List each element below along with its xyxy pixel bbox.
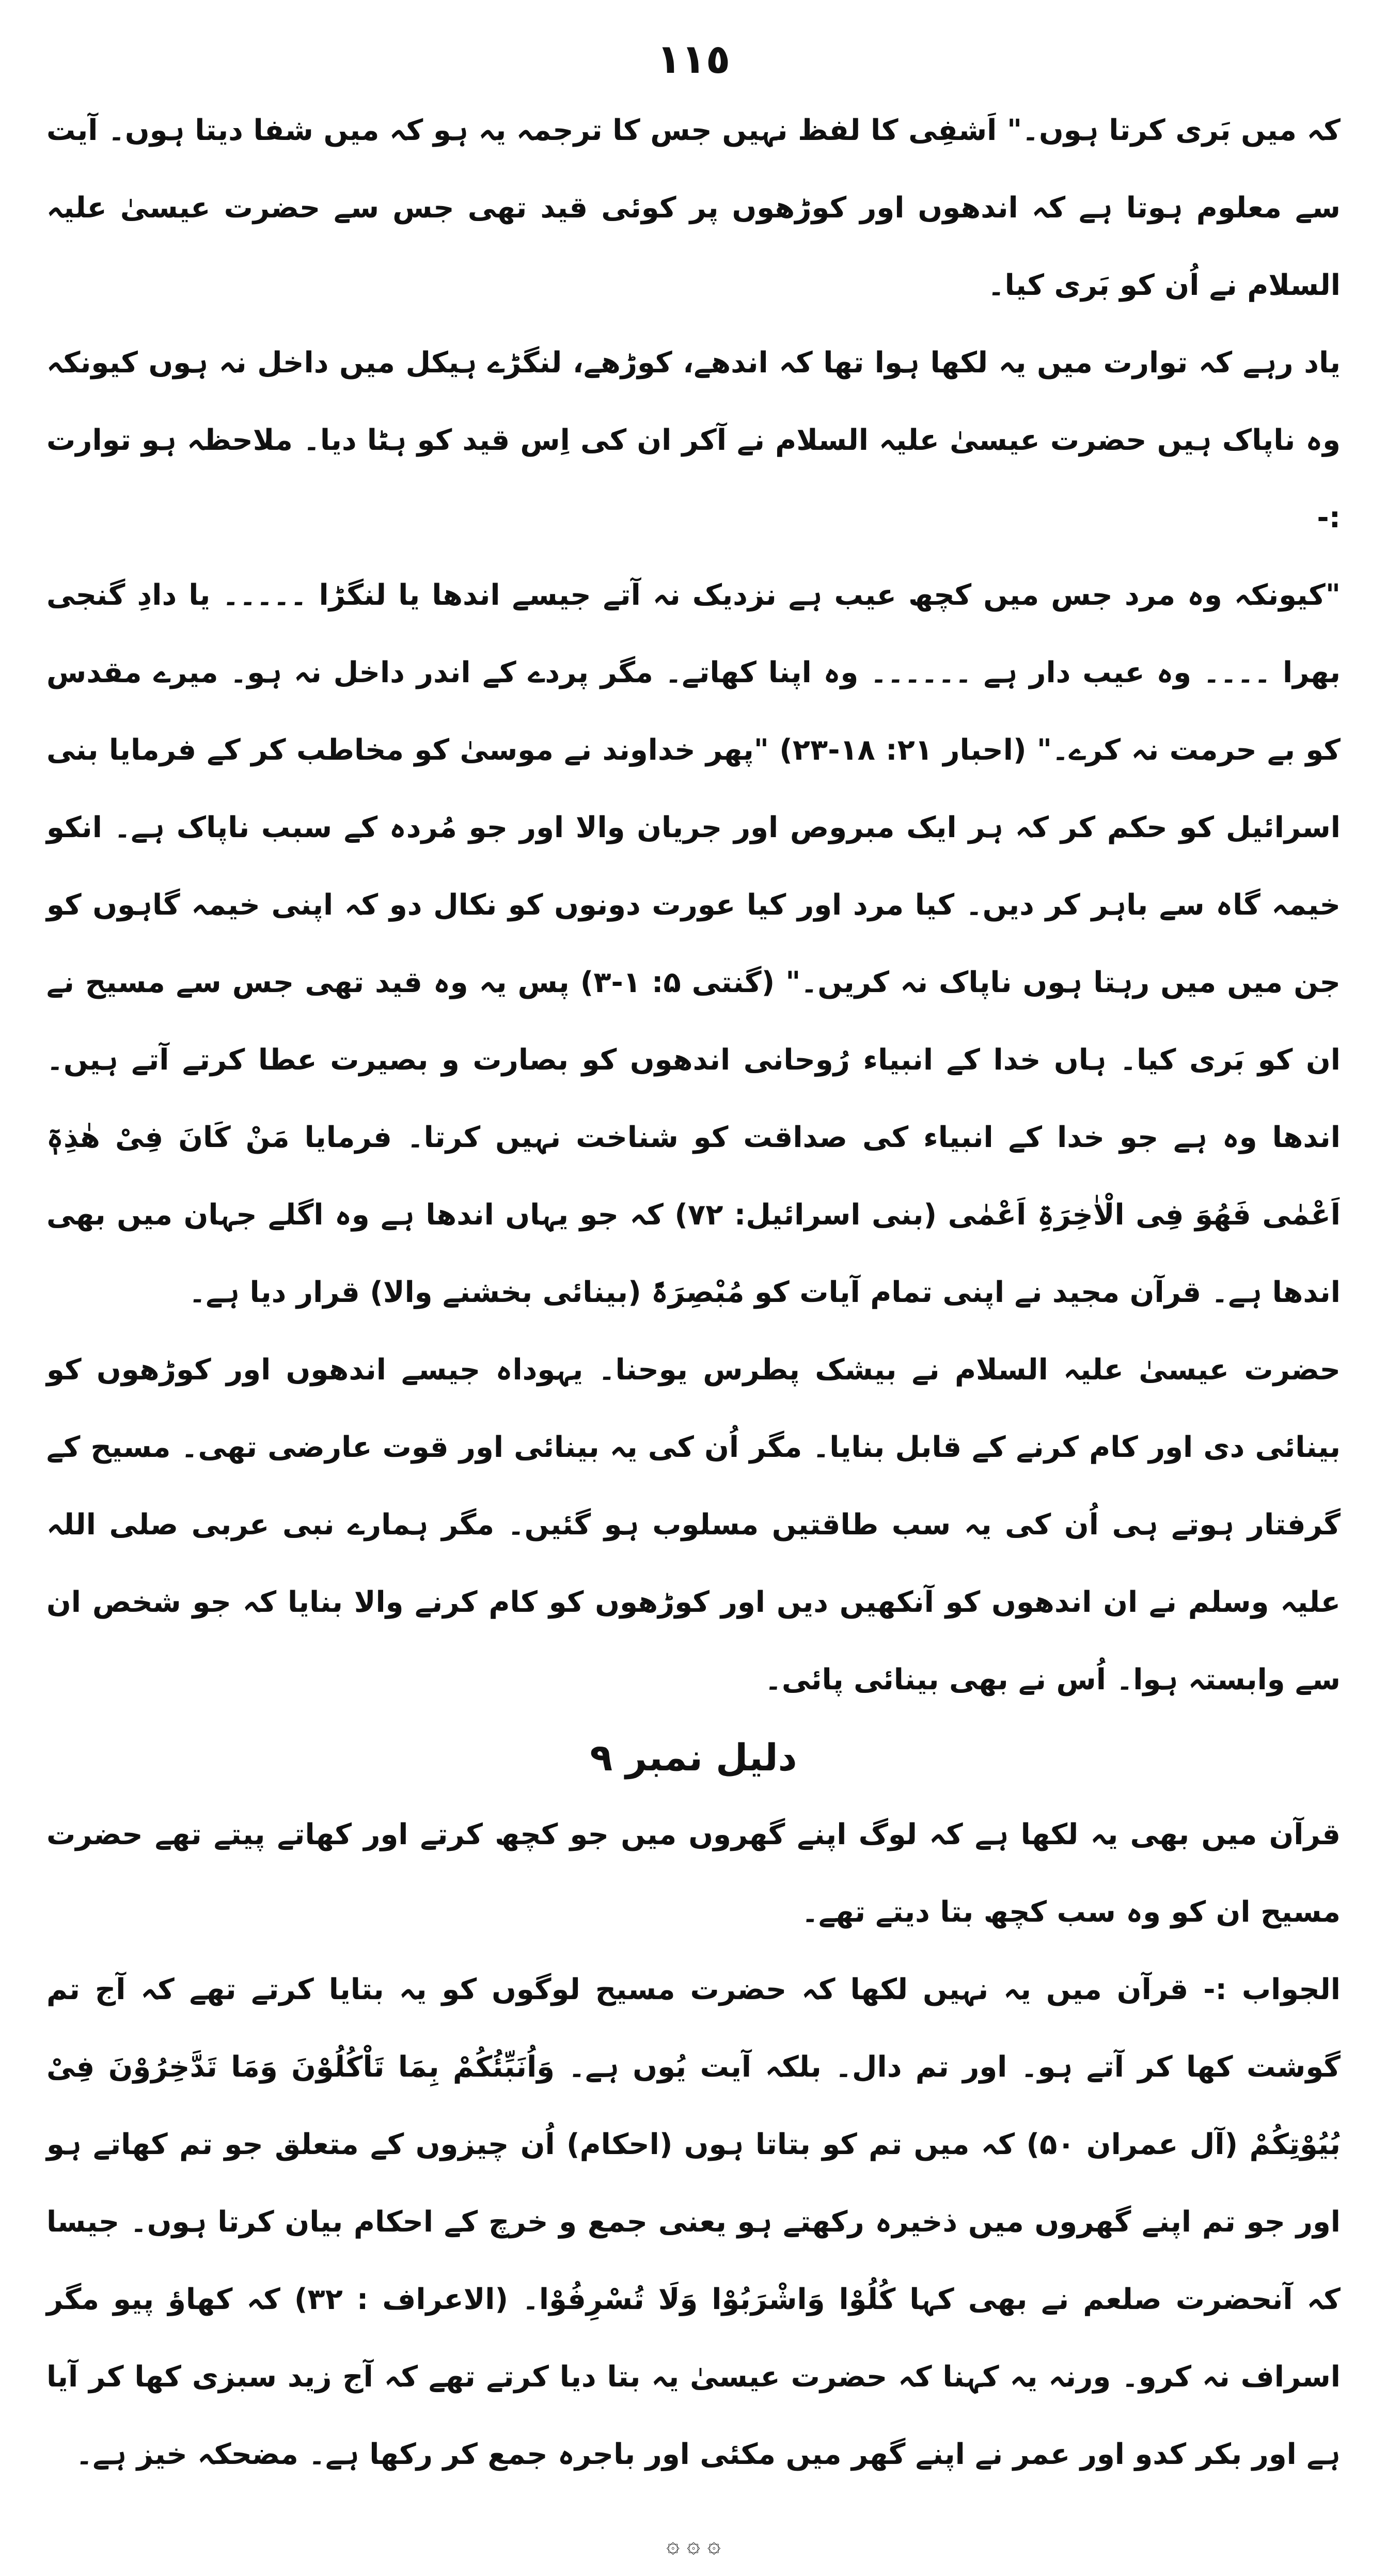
section-heading: دلیل نمبر ۹: [590, 1736, 797, 1779]
paragraph-torah-quote: "کیونکہ وہ مرد جس میں کچھ عیب ہے نزدیک نہ آتے جیسے اندھا یا لنگڑا ۔۔۔۔۔ یا دادِ گنجی بھرا ۔۔۔۔ وہ عیب دار ہے ۔۔۔۔۔۔ وہ اپنا کھاتے۔ مگر پردے کے اندر داخل نہ ہو۔ میرے مقدس کو بے حرمت نہ کرے۔" (احبار ۲۱: ۱۸-۲۳) "پھر خداوند نے موسیٰ کو مخاطب کر کے فرمایا بنی اسرائیل کو حکم کر کہ ہر ایک مبروص اور جریان والا اور جو مُردہ کے سبب ناپاک ہے۔ انکو خیمہ گاہ سے باہر کر دیں۔ کیا مرد اور کیا عورت دونوں کو نکال دو کہ اپنی خیمہ گاہوں کو جن میں میں رہتا ہوں ناپاک نہ کریں۔" (گنتی ۵: ۱-۳) پس یہ وہ قید تھی جس سے مسیح نے ان کو بَری کیا۔ ہاں خدا کے انبیاء رُوحانی اندھوں کو بصارت و بصیرت عطا کرتے آتے ہیں۔ اندھا وہ ہے جو خدا کے انبیاء کی صداقت کو شناخت نہیں کرتا۔ فرمایا مَنْ کَانَ فِیْ ھٰذِہٖٓ اَعْمٰی فَھُوَ فِی الْاٰخِرَۃِ اَعْمٰی (بنی اسرائیل: ۷۲) کہ جو یہاں اندھا ہے وہ اگلے جہان میں بھی اندھا ہے۔ قرآن مجید نے اپنی تمام آیات کو مُبْصِرَۃً (بینائی بخشنے والا) قرار دیا ہے۔: [46, 578, 1341, 1309]
paragraph-torah-note: یاد رہے کہ توارت میں یہ لکھا ہوا تھا کہ اندھے، کوڑھے، لنگڑے ہیکل میں داخل نہ ہوں کیونکہ وہ ناپاک ہیں حضرت عیسیٰ علیہ السلام نے آکر ان کی اِس قید کو ہٹا دیا۔ ملاحظہ ہو توارت :-: [46, 346, 1341, 535]
page-number: ١١٥: [656, 36, 731, 83]
paragraph-jesus-disciples: حضرت عیسیٰ علیہ السلام نے بیشک پطرس یوحنا۔ یہوداہ جیسے اندھوں اور کوڑھوں کو بینائی دی اور کام کرنے کے قابل بنایا۔ مگر اُن کی یہ بینائی اور قوت عارضی تھی۔ مسیح کے گرفتار ہوتے ہی اُن کی یہ سب طاقتیں مسلوب ہو گئیں۔ مگر ہمارے نبی عربی صلی اللہ علیہ وسلم نے ان اندھوں کو آنکھیں دیں اور کوڑھوں کو کام کرنے والا بنایا کہ جو شخص ان سے وابستہ ہوا۔ اُس نے بھی بینائی پائی۔: [46, 1353, 1341, 1697]
paragraph-answer: الجواب :- قرآن میں یہ نہیں لکھا کہ حضرت مسیح لوگوں کو یہ بتایا کرتے تھے کہ آج تم گوشت کھا کر آتے ہو۔ اور تم دال۔ بلکہ آیت یُوں ہے۔ وَاُنَبِّئُکُمْ بِمَا تَاْکُلُوْنَ وَمَا تَدَّخِرُوْنَ فِیْ بُیُوْتِکُمْ (آل عمران ۵۰) کہ میں تم کو بتاتا ہوں (احکام) اُن چیزوں کے متعلق جو تم کھاتے ہو اور جو تم اپنے گھروں میں ذخیرہ رکھتے ہو یعنی جمع و خرچ کے احکام بیان کرتا ہوں۔ جیسا کہ آنحضرت صلعم نے بھی کہا کُلُوْا وَاشْرَبُوْا وَلَا تُسْرِفُوْا۔ (الاعراف : ۳۲) کہ کھاؤ پیو مگر اسراف نہ کرو۔ ورنہ یہ کہنا کہ حضرت عیسیٰ یہ بتا دیا کرتے تھے کہ آج زید سبزی کھا کر آیا ہے اور بکر کدو اور عمر نے اپنے گھر میں مکئی اور باجرہ جمع کر رکھا ہے۔ مضحکہ خیز ہے۔: [46, 1973, 1341, 2471]
paragraph-intro: کہ میں بَری کرتا ہوں۔" اَشفِی کا لفظ نہیں جس کا ترجمہ یہ ہو کہ میں شفا دیتا ہوں۔ آیت سے معلوم ہوتا ہے کہ اندھوں اور کوڑھوں پر کوئی قید تھی جس سے حضرت عیسیٰ علیہ السلام نے اُن کو بَری کیا۔: [46, 114, 1341, 302]
document-page: [46, 31, 1341, 2558]
paragraph-argument: قرآن میں بھی یہ لکھا ہے کہ لوگ اپنے گھروں میں جو کچھ کرتے اور کھاتے پیتے تھے حضرت مسیح ان کو وہ سب کچھ بتا دیتے تھے۔: [46, 1818, 1341, 1929]
footer-ornament: ۞ ۞ ۞: [666, 2532, 721, 2558]
